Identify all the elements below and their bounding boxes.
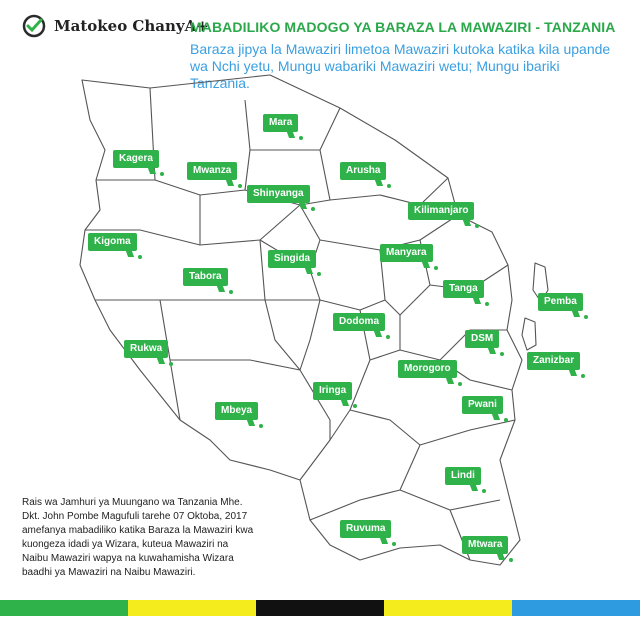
flag-stripe-black (256, 600, 384, 616)
region-label-tabora: Tabora (183, 268, 228, 286)
region-label-pemba: Pemba (538, 293, 583, 311)
region-label-mwanza: Mwanza (187, 162, 237, 180)
region-marker-lindi (482, 489, 486, 493)
region-marker-iringa (353, 404, 357, 408)
region-label-shinyanga: Shinyanga (247, 185, 310, 203)
region-label-iringa: Iringa (313, 382, 352, 400)
region-marker-dodoma (386, 335, 390, 339)
region-label-kigoma: Kigoma (88, 233, 137, 251)
region-marker-singida (317, 272, 321, 276)
announcement-text: Rais wa Jamhuri ya Muungano wa Tanzania Mhe. Dkt. John Pombe Magufuli tarehe 07 Oktoba, 2017 amefanya mabadiliko katika Baraza la Mawaziri kwa kuongeza idadi ya Wizara, kuteua Mawaziri na Naibu Mawaziri wapya na kuwahamisha Wizara baadhi ya Mawaziri na Naibu Mawaziri. (22, 497, 254, 578)
region-marker-shinyanga (311, 207, 315, 211)
region-label-mara: Mara (263, 114, 298, 132)
region-marker-ruvuma (392, 542, 396, 546)
region-label-kilimanjaro: Kilimanjaro (408, 202, 474, 220)
region-label-dsm: DSM (465, 330, 499, 348)
region-marker-arusha (387, 184, 391, 188)
region-marker-kigoma (138, 255, 142, 259)
page-subtitle: Baraza jipya la Mawaziri limetoa Mawaziri kutoka katika kila upande wa Nchi yetu, Mungu wabariki Mawaziri wetu; Mungu ibariki Tanzania. (190, 41, 611, 91)
region-marker-rukwa (169, 362, 173, 366)
region-label-singida: Singida (268, 250, 316, 268)
flag-stripe-yellow-2 (384, 600, 512, 616)
region-label-arusha: Arusha (340, 162, 386, 180)
region-marker-pemba (584, 315, 588, 319)
region-label-ruvuma: Ruvuma (340, 520, 391, 538)
region-marker-mwanza (238, 184, 242, 188)
region-marker-tanga (485, 302, 489, 306)
flag-stripe-green (0, 600, 128, 616)
region-label-pwani: Pwani (462, 396, 503, 414)
region-marker-mara (299, 136, 303, 140)
flag-stripe-yellow (128, 600, 256, 616)
region-label-mtwara: Mtwara (462, 536, 508, 554)
region-label-mbeya: Mbeya (215, 402, 258, 420)
region-label-dodoma: Dodoma (333, 313, 385, 331)
region-marker-tabora (229, 290, 233, 294)
region-marker-zanzibar (581, 374, 585, 378)
page-title: MABADILIKO MADOGO YA BARAZA LA MAWAZIRI - TANZANIA (190, 19, 616, 35)
brand-name: Matokeo ChanyA+ (54, 17, 209, 35)
region-marker-pwani (504, 418, 508, 422)
region-marker-kagera (160, 172, 164, 176)
region-marker-kilimanjaro (475, 224, 479, 228)
region-marker-mtwara (509, 558, 513, 562)
region-label-morogoro: Morogoro (398, 360, 457, 378)
region-label-lindi: Lindi (445, 467, 481, 485)
region-label-tanga: Tanga (443, 280, 484, 298)
flag-stripe-blue (512, 600, 640, 616)
region-label-manyara: Manyara (380, 244, 433, 262)
flag-color-bar (0, 600, 640, 616)
region-label-zanzibar: Zanizbar (527, 352, 580, 370)
region-label-kagera: Kagera (113, 150, 159, 168)
region-marker-mbeya (259, 424, 263, 428)
region-label-rukwa: Rukwa (124, 340, 168, 358)
region-marker-morogoro (458, 382, 462, 386)
region-marker-dsm (500, 352, 504, 356)
region-marker-manyara (434, 266, 438, 270)
